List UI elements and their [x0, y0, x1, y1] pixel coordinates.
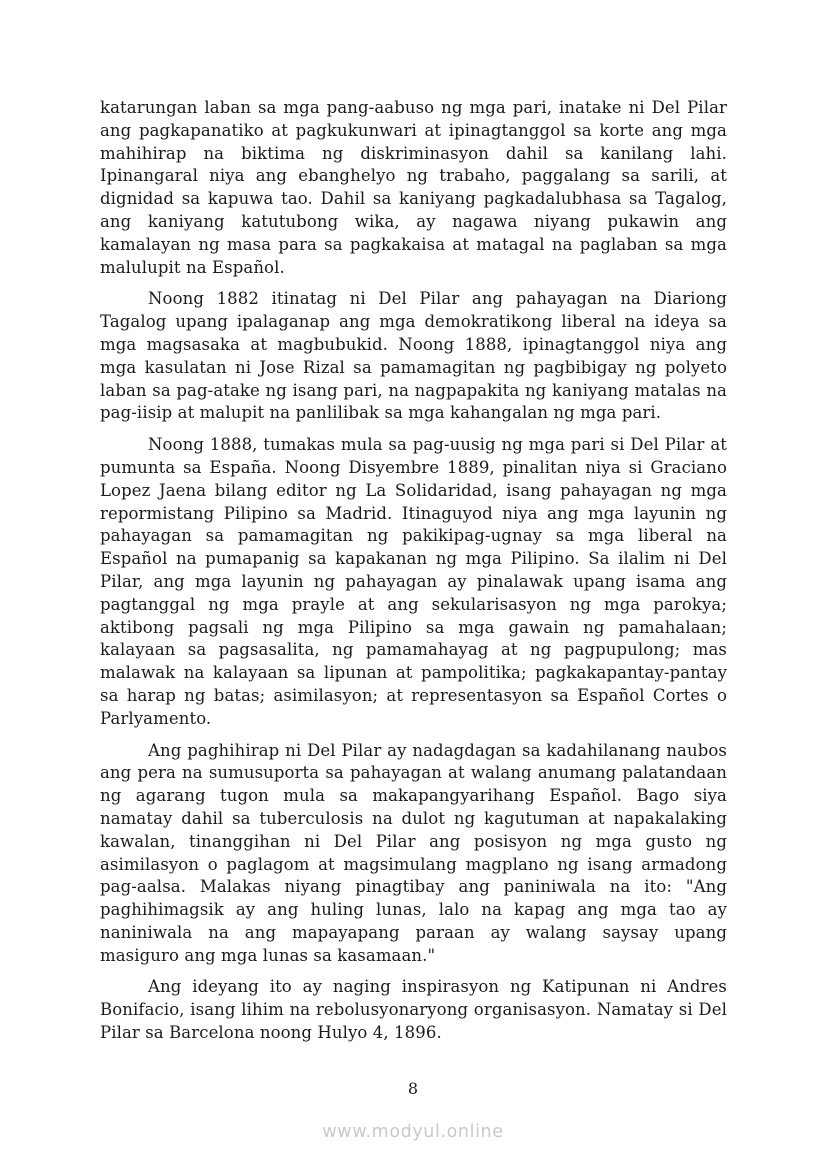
paragraph-5: Ang ideyang ito ay naging inspirasyon ng Katipunan ni Andres Bonifacio, isang lihim na rebolusyonaryong organisasyon. Namatay si Del Pilar sa Barcelona noong Hulyo 4, 1896.: [100, 977, 727, 1043]
watermark-text: www.modyul.online: [322, 1122, 504, 1142]
document-body: [100, 97, 727, 1054]
paragraph-1: katarungan laban sa mga pang-aabuso ng mga pari, inatake ni Del Pilar ang pagkapanatiko at pagkukunwari at ipinagtanggol sa korte ang mga mahihirap na biktima ng diskriminasyon dahil sa kanilang lahi. Ipinangaral niya ang ebanghelyo ng trabaho, paggalang sa sarili, at dignidad sa kapuwa tao. Dahil sa kaniyang pagkadalubhasa sa Tagalog, ang kaniyang katutubong wika, ay nagawa niyang pukawin ang kamalayan ng masa para sa pagkakaisa at matagal na paglaban sa mga malulupit na Español.: [100, 98, 727, 277]
paragraph-3: Noong 1888, tumakas mula sa pag-uusig ng mga pari si Del Pilar at pumunta sa España. Noong Disyembre 1889, pinalitan niya si Graciano Lopez Jaena bilang editor ng La Solidaridad, isang pahayagan ng mga repormistang Pilipino sa Madrid. Itinaguyod niya ang mga layunin ng pahayagan sa pamamagitan ng pakikipag-ugnay sa mga liberal na Español na pumapanig sa kapakanan ng mga Pilipino. Sa ilalim ni Del Pilar, ang mga layunin ng pahayagan ay pinalawak upang isama ang pagtanggal ng mga prayle at ang sekularisasyon ng mga parokya; aktibong pagsali ng mga Pilipino sa mga gawain ng pamahalaan; kalayaan sa pagsasalita, ng pamamahayag at ng pagpupulong; mas malawak na kalayaan sa lipunan at pampolitika; pagkakapantay-pantay sa harap ng batas; asimilasyon; at representasyon sa Español Cortes o Parlyamento.: [100, 435, 727, 728]
paragraph-2: Noong 1882 itinatag ni Del Pilar ang pahayagan na Diariong Tagalog upang ipalaganap ang mga demokratikong liberal na ideya sa mga magsasaka at magbubukid. Noong 1888, ipinagtanggol niya ang mga kasulatan ni Jose Rizal sa pamamagitan ng pagbibigay ng polyeto laban sa pag-atake ng isang pari, na nagpapakita ng kaniyang matalas na pag-iisip at malupit na panlilibak sa mga kahangalan ng mga pari.: [100, 289, 727, 423]
page-number: 8: [407, 1079, 419, 1098]
paragraph-4: Ang paghihirap ni Del Pilar ay nadagdagan sa kadahilanang naubos ang pera na sumusuporta sa pahayagan at walang anumang palatandaan ng agarang tugon mula sa makapangyarihang Español. Bago siya namatay dahil sa tuberculosis na dulot ng kagutuman at napakalaking kawalan, tinanggihan ni Del Pilar ang posisyon ng mga gusto ng asimilasyon o paglagom at magsimulang magplano ng isang armadong pag-aalsa. Malakas niyang pinagtibay ang paniniwala na ito: "Ang paghihimagsik ay ang huling lunas, lalo na kapag ang mga tao ay naniniwala na ang mapayapang paraan ay walang saysay upang masiguro ang mga lunas sa kasamaan.": [100, 740, 727, 965]
